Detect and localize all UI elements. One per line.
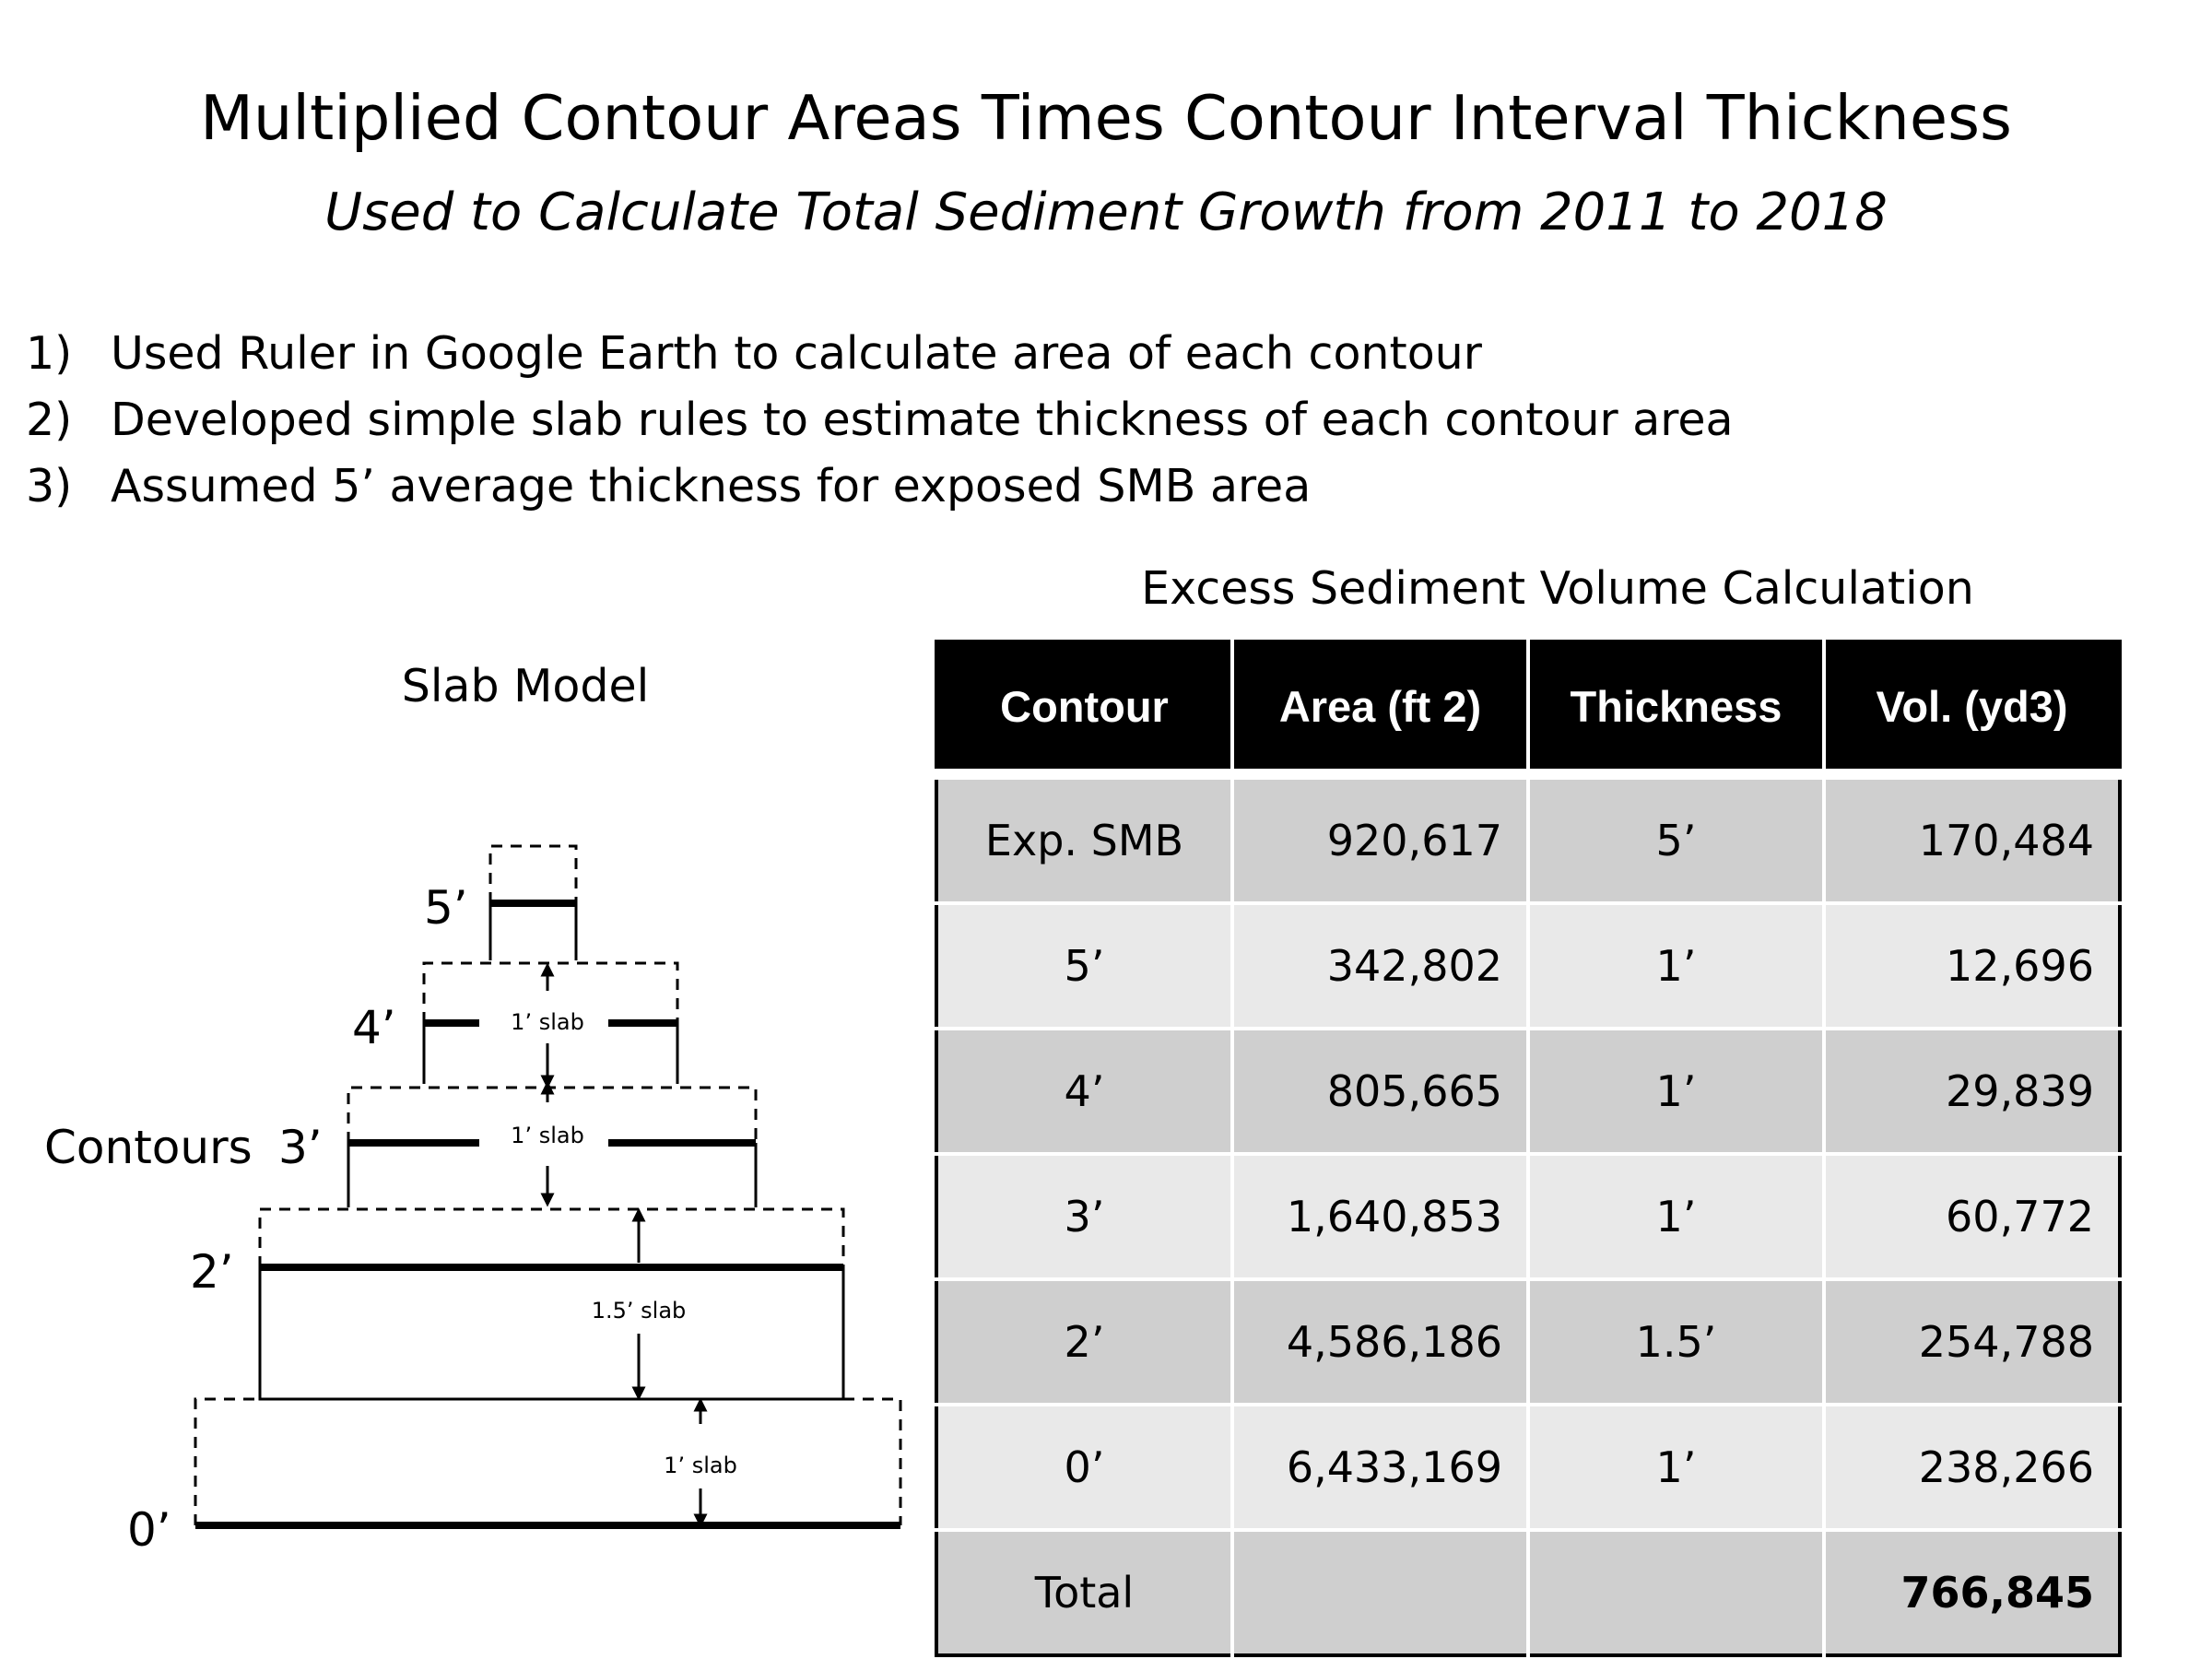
cell-thickness: 1’ [1528, 1154, 1824, 1279]
cell-contour: Exp. SMB [936, 774, 1232, 903]
cell-area: 805,665 [1232, 1029, 1528, 1154]
cell-total-volume: 766,845 [1824, 1530, 2120, 1655]
cell-thickness: 1’ [1528, 903, 1824, 1029]
sediment-volume-table [935, 640, 2122, 1657]
table-total-row [936, 1530, 2120, 1655]
cell-contour: 4’ [936, 1029, 1232, 1154]
slab-2-label: 1.5’ slab [591, 1298, 687, 1324]
cell-area: 920,617 [1232, 774, 1528, 903]
method-steps-list [26, 321, 1734, 520]
column-header-thickness: Thickness [1528, 641, 1824, 774]
slab-4-label: 1’ slab [511, 1009, 584, 1035]
page-subtitle: Used to Calculate Total Sediment Growth from 2011 to 2018 [324, 182, 1888, 242]
table-row [936, 774, 2120, 903]
cell-volume: 29,839 [1824, 1029, 2120, 1154]
step-item [26, 453, 1734, 520]
cell-area: 1,640,853 [1232, 1154, 1528, 1279]
cell-thickness: 1’ [1528, 1029, 1824, 1154]
contour-4-label: 4’ [352, 1001, 396, 1054]
cell-contour: 2’ [936, 1279, 1232, 1405]
column-header-contour: Contour [936, 641, 1232, 774]
step-number: 3) [26, 460, 73, 512]
cell-volume: 170,484 [1824, 774, 2120, 903]
cell-area: 342,802 [1232, 903, 1528, 1029]
table-row [936, 1279, 2120, 1405]
cell-contour: 5’ [936, 903, 1232, 1029]
cell-contour: 3’ [936, 1154, 1232, 1279]
table-row [936, 1154, 2120, 1279]
table-row [936, 903, 2120, 1029]
step-text: Assumed 5’ average thickness for exposed SMB area [111, 460, 1312, 512]
contour-5-label: 5’ [424, 881, 468, 935]
cell-volume: 60,772 [1824, 1154, 2120, 1279]
cell-area: 4,586,186 [1232, 1279, 1528, 1405]
contour-2-label: 2’ [190, 1245, 234, 1299]
slab-3-solid-outline [348, 1143, 756, 1207]
step-text: Used Ruler in Google Earth to calculate area of each contour [111, 327, 1482, 380]
slab-2-dashed-outline [260, 1209, 843, 1267]
slab-3-label: 1’ slab [511, 1123, 584, 1148]
column-header-area: Area (ft 2) [1232, 641, 1528, 774]
table-row [936, 1405, 2120, 1530]
contour-3-label: 3’ [278, 1121, 323, 1174]
cell-thickness: 1’ [1528, 1405, 1824, 1530]
page-title: Multiplied Contour Areas Times Contour Interval Thickness [200, 82, 2012, 154]
slab-5-dashed-outline [490, 846, 576, 903]
cell-thickness [1528, 1530, 1824, 1655]
step-item [26, 387, 1734, 453]
step-number: 1) [26, 327, 73, 380]
cell-area: 6,433,169 [1232, 1405, 1528, 1530]
cell-contour: 0’ [936, 1405, 1232, 1530]
slab-5-solid-outline [490, 903, 576, 960]
slab-2-solid-outline [260, 1267, 843, 1399]
cell-volume: 12,696 [1824, 903, 2120, 1029]
step-item [26, 321, 1734, 387]
cell-thickness: 1.5’ [1528, 1279, 1824, 1405]
slab-0-label: 1’ slab [664, 1453, 737, 1478]
slab-0-dashed-outline [195, 1399, 900, 1525]
cell-total-label: Total [936, 1530, 1232, 1655]
cell-area [1232, 1530, 1528, 1655]
slab-model-title: Slab Model [401, 660, 650, 712]
cell-volume: 254,788 [1824, 1279, 2120, 1405]
table-header-row [936, 641, 2120, 774]
slab-model-diagram [0, 811, 922, 1548]
cell-volume: 238,266 [1824, 1405, 2120, 1530]
contours-label: Contours [44, 1121, 253, 1174]
table-title: Excess Sediment Volume Calculation [1141, 562, 1974, 615]
cell-thickness: 5’ [1528, 774, 1824, 903]
contour-0-label: 0’ [127, 1503, 171, 1548]
step-number: 2) [26, 394, 73, 446]
column-header-volume: Vol. (yd3) [1824, 641, 2120, 774]
step-text: Developed simple slab rules to estimate thickness of each contour area [111, 394, 1734, 446]
table-row [936, 1029, 2120, 1154]
